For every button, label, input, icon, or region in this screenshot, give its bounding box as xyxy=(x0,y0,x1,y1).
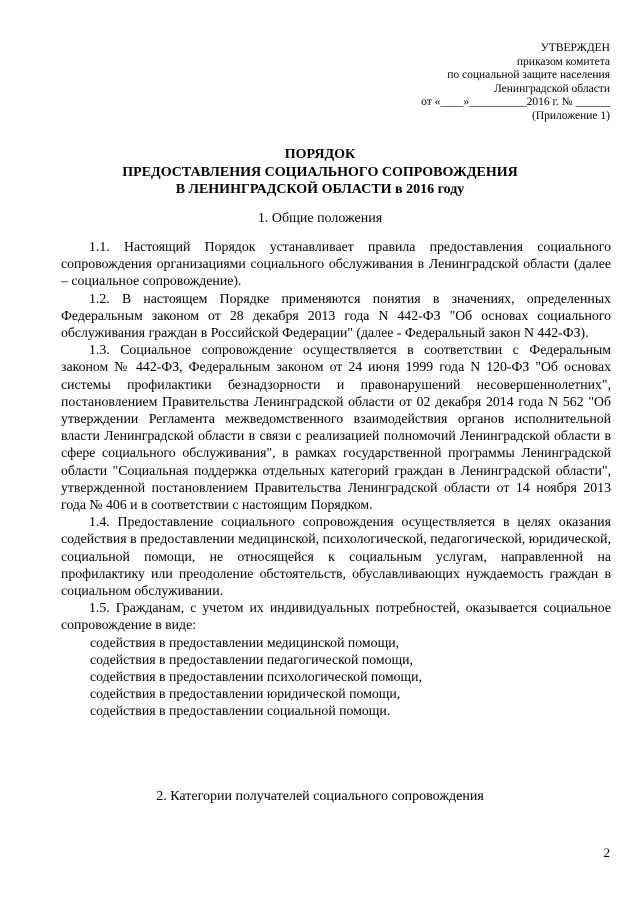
approval-block xyxy=(290,42,610,123)
paragraph-1-4: 1.4. Предоставление социального сопровождения осуществляется в целях оказания содействия в предоставлении медицинской, психологической, педагогической, юридической, социальной помощи, не относящейся к социальным услугам, направленной на профилактику или преодоление обстоятельств, обуславливающих нуждаемость граждан в социальном обслуживании. xyxy=(61,514,611,599)
list-item: содействия в предоставлении юридической помощи, xyxy=(90,686,401,702)
document-title xyxy=(60,146,580,199)
approval-order-line: приказом комитета xyxy=(516,55,610,68)
document-body xyxy=(61,238,611,720)
section-2-heading: 2. Категории получателей социального сопровождения xyxy=(156,789,484,804)
title-line-2: ПРЕДОСТАВЛЕНИЯ СОЦИАЛЬНОГО СОПРОВОЖДЕНИЯ xyxy=(122,164,518,180)
paragraph-1-3: 1.3. Социальное сопровождение осуществляется в соответствии с Федеральным законом № 442-ФЗ, Федеральным законом от 24 июня 1999 года N 120-ФЗ "Об основах системы профилактики безнадзорности и правонарушений несовершеннолетних", постановлением Правительства Ленинградской области от 02 декабря 2014 года N 562 "Об утверждении Регламента межведомственного взаимодействия органов исполнительной власти Ленинградской области в связи с реализацией полномочий Ленинградской области в сфере социального обслуживания", в рамках государственной программы Ленинградской области "Социальная поддержка отдельных категорий граждан в Ленинградской области", утвержденной постановлением Правительства Ленинградской области от 14 ноября 2013 года № 406 и в соответствии с настоящим Порядком. xyxy=(61,342,611,513)
paragraph-1-1: 1.1. Настоящий Порядок устанавливает правила предоставления социального сопровождения организациями социального обслуживания в Ленинградской области (далее – социальное сопровождение). xyxy=(61,239,611,289)
title-line-1: ПОРЯДОК xyxy=(284,147,356,162)
approval-region-line: Ленинградской области xyxy=(493,82,610,95)
section-1-heading: 1. Общие положения xyxy=(257,211,383,226)
title-line-3: В ЛЕНИНГРАДСКОЙ ОБЛАСТИ в 2016 году xyxy=(175,182,465,197)
list-item: содействия в предоставлении социальной помощи. xyxy=(90,703,391,719)
paragraph-1-5: 1.5. Гражданам, с учетом их индивидуальных потребностей, оказывается социальное сопровождение в виде: xyxy=(61,600,611,633)
approval-appendix-line: (Приложение 1) xyxy=(531,109,610,122)
approval-committee-line: по социальной защите населения xyxy=(447,69,610,81)
approval-heading: УТВЕРЖДЕН xyxy=(540,42,610,54)
approval-date-number-line: от «____»__________2016 г. № ______ xyxy=(421,96,610,108)
page-number: 2 xyxy=(603,845,610,860)
list-item: содействия в предоставлении педагогической помощи, xyxy=(90,651,413,667)
list-item: содействия в предоставлении психологической помощи, xyxy=(90,669,423,685)
paragraph-1-2: 1.2. В настоящем Порядке применяются понятия в значениях, определенных Федеральным законом от 28 декабря 2013 года N 442-ФЗ "Об основах социального обслуживания граждан в Российской Федерации" (далее - Федеральный закон N 442-ФЗ). xyxy=(61,290,611,341)
list-item: содействия в предоставлении медицинской помощи, xyxy=(90,634,400,650)
